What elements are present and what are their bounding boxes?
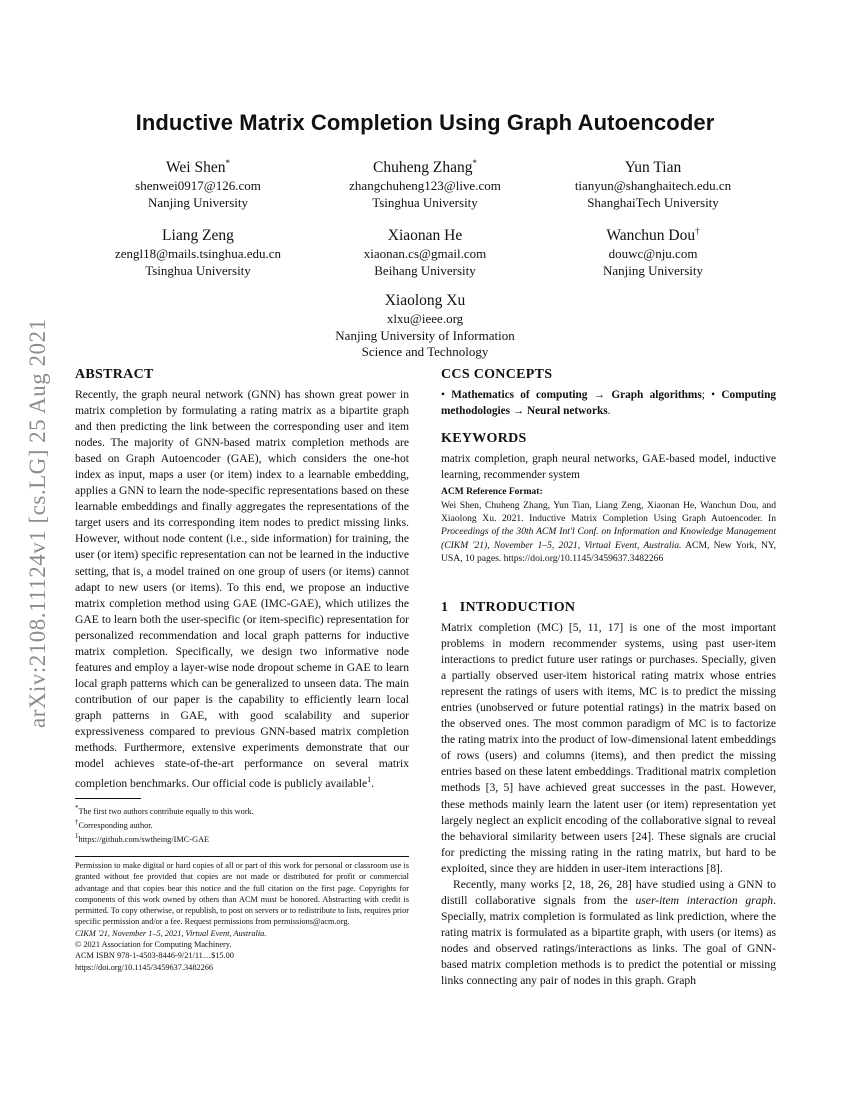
author-email: douwc@nju.com xyxy=(608,246,698,262)
author-email: xlxu@ieee.org xyxy=(386,311,464,327)
author-email: tianyun@shanghaitech.edu.cn xyxy=(574,178,732,194)
author-block-2 xyxy=(295,153,555,211)
keywords-section xyxy=(441,430,776,483)
author-email: xiaonan.cs@gmail.com xyxy=(363,246,487,262)
footnotes xyxy=(75,803,409,845)
acm-reference-heading: ACM Reference Format: xyxy=(441,487,543,497)
author-block-4 xyxy=(68,221,328,279)
author-email: zengl18@mails.tsinghua.edu.cn xyxy=(114,246,282,262)
author-block-1 xyxy=(68,153,328,211)
acm-reference-section xyxy=(441,487,776,565)
permission-text: Permission to make digital or hard copies of all or part of this work for personal or classroom use is granted without fee provided that copies are not made or distributed for profit or commercial advantage and that copies bear this notice and the full citation on the first page. Copyrights for components of this work owned by others than ACM must be honored. Abstracting with credit is permitted. To copy otherwise, or republish, to post on servers or to redistribute to lists, requires prior specific permission and/or a fee. Request permissions from permissions@acm.org. xyxy=(75,861,409,927)
author-block-7 xyxy=(295,286,555,361)
introduction-heading: 1 INTRODUCTION xyxy=(441,600,576,615)
author-affiliation-2: Science and Technology xyxy=(361,344,489,360)
paper-title: Inductive Matrix Completion Using Graph Autoencoder xyxy=(135,110,715,135)
introduction-section xyxy=(441,599,776,989)
author-name: Wanchun Dou† xyxy=(606,226,700,245)
keywords-heading: KEYWORDS xyxy=(441,431,527,446)
author-affiliation: Nanjing University xyxy=(602,262,703,278)
footnote-rule xyxy=(75,798,141,799)
author-name: Liang Zeng xyxy=(162,227,234,245)
author-email: zhangchuheng123@live.com xyxy=(349,178,501,194)
author-affiliation: Nanjing University xyxy=(147,194,248,210)
author-name: Chuheng Zhang* xyxy=(373,158,477,177)
author-name: Yun Tian xyxy=(624,159,682,177)
ccs-section xyxy=(441,366,776,419)
conference-line: CIKM '21, November 1–5, 2021, Virtual Event, Australia. xyxy=(75,928,267,938)
abstract-section xyxy=(75,366,409,792)
author-affiliation: Tsinghua University xyxy=(145,262,251,278)
author-affiliation: Tsinghua University xyxy=(372,194,478,210)
author-affiliation: Beihang University xyxy=(374,262,476,278)
author-name: Wei Shen* xyxy=(166,158,230,177)
author-affiliation: Nanjing University of Information xyxy=(335,327,515,343)
footnote-1: *The first two authors contribute equally to this work. xyxy=(75,805,254,816)
introduction-paragraph-2: Recently, many works [2, 18, 26, 28] have studied using a GNN to distill collaborative signals from the user-item interaction graph. Specially, matrix completion is formulated as link prediction, where the rating matrix is formulated as a bipartite graph, with users (or items) as nodes and observed ratings/interactions as links. The goal of GNN-based matrix completion methods is to predict the potential or missing links connecting any pair of nodes in this graph. Graph xyxy=(441,877,776,988)
isbn-line: ACM ISBN 978-1-4503-8446-9/21/11…$15.00 xyxy=(75,951,234,961)
footnote-3: $^1$https://github.com/swtheing/IMC-GAE xyxy=(75,833,210,844)
abstract-heading: ABSTRACT xyxy=(75,367,154,382)
author-affiliation: ShanghaiTech University xyxy=(587,194,719,210)
permission-block xyxy=(75,860,409,973)
author-block-3 xyxy=(523,153,783,211)
author-block-5 xyxy=(295,221,555,279)
arxiv-identifier: arXiv:2108.11124v1 [cs.LG] 25 Aug 2021 xyxy=(25,318,50,728)
ccs-heading: CCS CONCEPTS xyxy=(441,367,553,382)
keywords-text: matrix completion, graph neural networks, GAE-based model, inductive learning, recommender system xyxy=(441,453,776,482)
introduction-paragraph-1: Matrix completion (MC) [5, 11, 17] is one of the most important problems in modern recommender systems, using past user-item interactions to predict future user ratings or purchases. Specially, given a partially observed user-item historical rating matrix whose entries represent the ratings of users with items, MC is to predict the missing entries (unobserved or future potential ratings) in the matrix based on the observed ones. The most common paradigm of MC is to factorize the rating matrix into the product of low-dimensional latent embeddings of rows (users) and columns (items), and then predict the missing entries based on these latent embeddings. Traditional matrix completion methods [3, 5] have achieved great successes in the past. However, these methods mainly learn the latent user (or item) representation yet largely neglect an explicit encoding of the collaborative signal to reveal the behavioral similarity between users [24]. These signals are crucial for predicting the missing rating in the rating matrix, but hard to be exploited, since they are hidden in user-item interactions [8]. xyxy=(441,621,776,875)
author-block-6 xyxy=(523,221,783,279)
author-name: Xiaolong Xu xyxy=(384,292,466,310)
author-email: shenwei0917@126.com xyxy=(135,178,261,194)
author-name: Xiaonan He xyxy=(387,227,463,245)
abstract-text: Recently, the graph neural network (GNN) has shown great power in matrix completion by formulating a rating matrix as a bipartite graph and then predicting the link between the corresponding user and item nodes. The majority of GNN-based matrix completion methods are based on Graph Autoencoder (GAE), which considers the one-hot index as input, maps a user (or item) index to a learnable embedding, applies a GNN to learn the node-specific representations based on these learnable embeddings and finally aggregates the representations of the target users and its corresponding item nodes to predict missing links. However, without node content (i.e., side information) for training, the user (or item) specific representation can not be learned in the inductive setting, that is, a model trained on one group of users (or items) cannot adapt to new users (or items). To this end, we propose an inductive matrix completion method using GAE (IMC-GAE), which utilizes the GAE to learn both the user-specific (or item-specific) representation for personalized recommendation and local graph patterns for inductive matrix completion. Specifically, we design two informative node features and employ a layer-wise node dropout scheme in GAE to learn local graph patterns which can be generalized to unseen data. The main contribution of our paper is the capability to efficiently learn local graph patterns in GAE, with good scalability and superior expressiveness compared to previous GNN-based matrix completion methods. Furthermore, extensive experiments demonstrate that our model achieves state-of-the-art performance on several matrix completion benchmarks. Our official code is publicly available$^1$. xyxy=(75,388,409,790)
footnote-2: †Corresponding author. xyxy=(75,819,153,830)
copyright-line: © 2021 Association for Computing Machinery. xyxy=(75,940,232,950)
ccs-text: • Mathematics of computing → Graph algorithms; • Computing methodologies → Neural networks. xyxy=(441,389,777,418)
permission-rule xyxy=(75,856,409,857)
doi-line: https://doi.org/10.1145/3459637.3482266 xyxy=(75,962,214,972)
acm-reference-text: Wei Shen, Chuheng Zhang, Yun Tian, Liang Zeng, Xiaonan He, Wanchun Dou, and Xiaolong Xu. 2021. Inductive Matrix Completion Using Graph Autoencoder. In Proceedings of the 30th ACM Int'l Conf. on Information and Knowledge Management (CIKM '21), November 1–5, 2021, Virtual Event, Australia. ACM, New York, NY, USA, 10 pages. https://doi.org/10.1145/3459637.3482266 xyxy=(441,500,776,564)
